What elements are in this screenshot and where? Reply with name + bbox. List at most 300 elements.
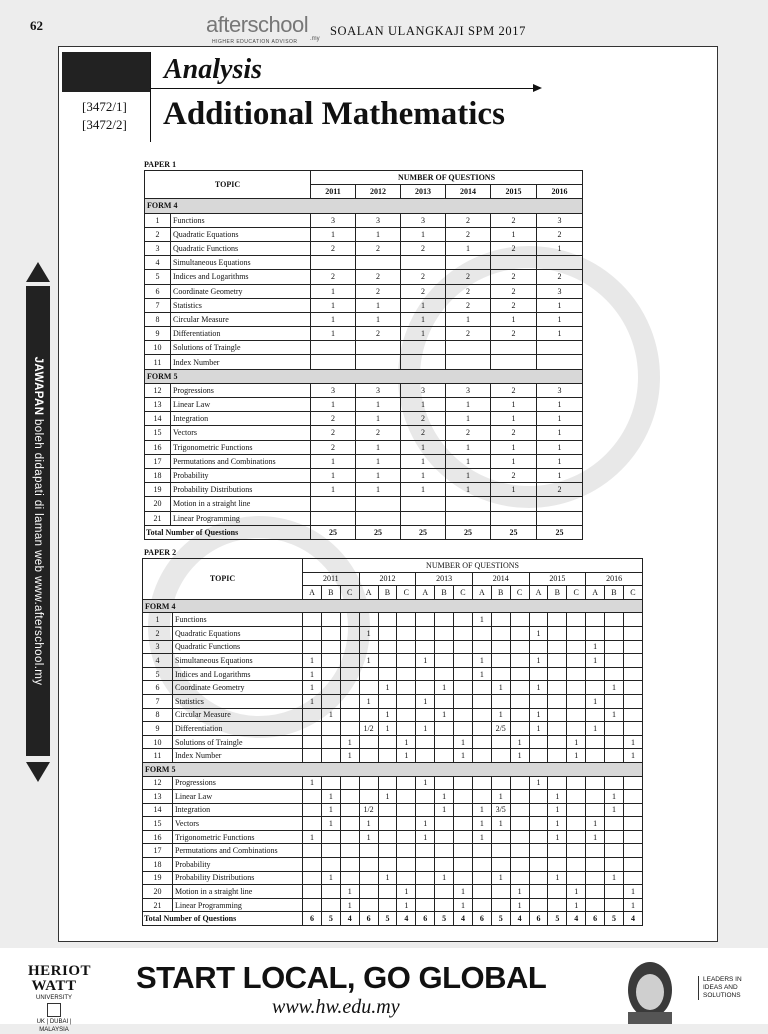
question-count [311, 341, 356, 355]
question-count [397, 654, 416, 668]
total-value: 5 [491, 912, 510, 926]
question-count: 1 [356, 468, 401, 482]
table-row [143, 708, 643, 722]
question-count: 1 [567, 898, 586, 912]
question-count [537, 511, 583, 525]
sidebar-note [26, 286, 50, 756]
total-value: 5 [321, 912, 340, 926]
section-header: C [454, 586, 473, 600]
question-count [397, 667, 416, 681]
question-count: 1 [446, 468, 491, 482]
question-count [321, 626, 340, 640]
question-count: 1 [435, 681, 454, 695]
question-count [359, 790, 378, 804]
question-count [397, 871, 416, 885]
question-count: 1 [340, 898, 359, 912]
table-row [143, 667, 643, 681]
question-count [623, 858, 642, 872]
paper-codes [82, 98, 127, 134]
question-count [491, 694, 510, 708]
question-count: 3 [401, 383, 446, 397]
topic-number: 11 [145, 355, 171, 369]
question-count [529, 735, 548, 749]
year-header: 2015 [529, 572, 586, 586]
question-count: 1 [416, 722, 435, 736]
question-count [435, 817, 454, 831]
form-row [145, 369, 583, 383]
question-count: 1 [303, 667, 322, 681]
question-count [491, 626, 510, 640]
question-count: 1 [567, 885, 586, 899]
number-header: NUMBER OF QUESTIONS [303, 559, 643, 573]
topic-number: 8 [143, 708, 173, 722]
topic-number: 20 [143, 885, 173, 899]
question-count [446, 355, 491, 369]
topic-name: Quadratic Functions [173, 640, 303, 654]
topic-name: Probability Distributions [173, 871, 303, 885]
question-count: 1 [359, 817, 378, 831]
paper-code-2: [3472/2] [82, 117, 127, 132]
table-row [145, 256, 583, 270]
table-row [145, 468, 583, 482]
question-count [454, 817, 473, 831]
question-count [491, 830, 510, 844]
question-count: 1 [491, 312, 537, 326]
topic-name: Statistics [171, 298, 311, 312]
question-count: 1 [529, 681, 548, 695]
section-header: C [340, 586, 359, 600]
question-count [435, 667, 454, 681]
question-count [397, 830, 416, 844]
total-value: 6 [416, 912, 435, 926]
question-count: 1 [321, 817, 340, 831]
question-count: 1 [537, 327, 583, 341]
question-count [397, 640, 416, 654]
question-count: 1 [537, 468, 583, 482]
total-value: 25 [537, 525, 583, 539]
section-header: C [567, 586, 586, 600]
question-count [356, 355, 401, 369]
question-count: 1 [435, 803, 454, 817]
year-header: 2016 [586, 572, 643, 586]
question-count: 1 [446, 412, 491, 426]
question-count [586, 803, 605, 817]
question-count [586, 613, 605, 627]
table-row [143, 654, 643, 668]
question-count: 1 [416, 694, 435, 708]
topic-name: Probability [171, 468, 311, 482]
topic-number: 12 [143, 776, 173, 790]
year-header: 2013 [401, 185, 446, 199]
question-count [378, 885, 397, 899]
question-count: 1 [401, 398, 446, 412]
question-count: 2 [446, 284, 491, 298]
table-row [145, 412, 583, 426]
section-header: A [359, 586, 378, 600]
question-count [321, 885, 340, 899]
question-count: 1 [311, 312, 356, 326]
topic-name: Motion in a straight line [173, 885, 303, 899]
question-count: 1 [567, 735, 586, 749]
question-count [321, 898, 340, 912]
question-count: 2 [537, 227, 583, 241]
question-count [491, 885, 510, 899]
question-count [435, 858, 454, 872]
question-count [586, 776, 605, 790]
question-count: 1 [454, 885, 473, 899]
question-count: 1 [303, 830, 322, 844]
question-count [567, 613, 586, 627]
question-count: 1 [359, 654, 378, 668]
table-row [145, 483, 583, 497]
question-count [378, 830, 397, 844]
question-count [623, 681, 642, 695]
question-count [340, 858, 359, 872]
topic-number: 11 [143, 749, 173, 763]
topic-name: Simultaneous Equations [171, 256, 311, 270]
question-count [435, 776, 454, 790]
question-count [416, 667, 435, 681]
question-count [359, 885, 378, 899]
afterschool-logo [206, 12, 318, 46]
table-row [143, 626, 643, 640]
question-count [605, 667, 624, 681]
question-count [605, 776, 624, 790]
question-count: 1 [548, 803, 567, 817]
question-count [340, 681, 359, 695]
question-count: 1 [311, 298, 356, 312]
question-count [548, 885, 567, 899]
question-count: 2 [446, 213, 491, 227]
question-count [472, 681, 491, 695]
question-count [510, 817, 529, 831]
total-value: 6 [359, 912, 378, 926]
question-count [435, 735, 454, 749]
question-count: 2 [491, 426, 537, 440]
question-count: 1 [311, 227, 356, 241]
question-count [529, 898, 548, 912]
question-count: 1 [529, 708, 548, 722]
question-count [586, 790, 605, 804]
question-count [491, 341, 537, 355]
table-row [145, 355, 583, 369]
year-header: 2014 [446, 185, 491, 199]
section-header: C [623, 586, 642, 600]
question-count: 2 [311, 412, 356, 426]
question-count [548, 681, 567, 695]
question-count [454, 776, 473, 790]
question-count [567, 803, 586, 817]
topic-number: 16 [143, 830, 173, 844]
question-count [605, 722, 624, 736]
topic-number: 10 [143, 735, 173, 749]
question-count [311, 497, 356, 511]
question-count [340, 722, 359, 736]
question-count: 2 [401, 284, 446, 298]
question-count: 1 [605, 681, 624, 695]
topic-name: Index Number [171, 355, 311, 369]
question-count [416, 708, 435, 722]
question-count [356, 511, 401, 525]
question-count: 1 [491, 398, 537, 412]
total-value: 25 [311, 525, 356, 539]
topic-name: Quadratic Functions [171, 241, 311, 255]
question-count: 1 [356, 454, 401, 468]
topic-name: Linear Law [171, 398, 311, 412]
form-label: FORM 5 [145, 369, 583, 383]
question-count [567, 858, 586, 872]
question-count [605, 735, 624, 749]
question-count [359, 858, 378, 872]
question-count [321, 776, 340, 790]
question-count: 1 [321, 803, 340, 817]
question-count [340, 613, 359, 627]
question-count [605, 858, 624, 872]
question-count: 3 [537, 383, 583, 397]
topic-name: Linear Programming [173, 898, 303, 912]
question-count [491, 776, 510, 790]
question-count [605, 613, 624, 627]
heriot-watt-logo [28, 963, 92, 1034]
table-row [145, 341, 583, 355]
question-count: 1 [623, 749, 642, 763]
topic-header: TOPIC [145, 171, 311, 199]
question-count [359, 776, 378, 790]
topic-name: Differentiation [173, 722, 303, 736]
question-count [623, 626, 642, 640]
question-count [340, 871, 359, 885]
question-count [435, 640, 454, 654]
question-count [586, 667, 605, 681]
hw-line1: HERIOT [28, 963, 92, 979]
question-count: 3 [537, 213, 583, 227]
question-count [623, 613, 642, 627]
question-count [397, 708, 416, 722]
question-count: 1 [537, 440, 583, 454]
topic-number: 8 [145, 312, 171, 326]
table-row [143, 844, 643, 858]
question-count [303, 871, 322, 885]
question-count: 1 [356, 312, 401, 326]
question-count [340, 654, 359, 668]
topic-number: 10 [145, 341, 171, 355]
sidebar-bold: JAWAPAN [32, 356, 44, 416]
heading-arrow-line [150, 88, 535, 89]
question-count: 1 [303, 694, 322, 708]
question-count [586, 708, 605, 722]
question-count: 2 [491, 270, 537, 284]
question-count [416, 858, 435, 872]
total-value: 5 [435, 912, 454, 926]
year-header: 2016 [537, 185, 583, 199]
question-count: 1 [416, 776, 435, 790]
question-count: 1 [529, 626, 548, 640]
question-count [623, 830, 642, 844]
question-count: 2 [401, 270, 446, 284]
question-count [397, 790, 416, 804]
question-count [340, 844, 359, 858]
section-header: A [472, 586, 491, 600]
question-count: 1 [321, 871, 340, 885]
question-count: 1 [623, 735, 642, 749]
question-count: 1 [586, 654, 605, 668]
question-count: 1 [416, 830, 435, 844]
question-count [397, 613, 416, 627]
question-count [340, 776, 359, 790]
question-count [472, 749, 491, 763]
topic-number: 15 [145, 426, 171, 440]
question-count [491, 256, 537, 270]
question-count [510, 858, 529, 872]
question-count: 2 [491, 327, 537, 341]
topic-name: Coordinate Geometry [173, 681, 303, 695]
question-count [416, 749, 435, 763]
question-count [397, 858, 416, 872]
question-count [510, 613, 529, 627]
question-count [529, 858, 548, 872]
question-count [454, 613, 473, 627]
question-count: 1 [446, 398, 491, 412]
question-count: 1 [356, 412, 401, 426]
question-count [454, 694, 473, 708]
section-header: B [378, 586, 397, 600]
question-count: 1 [454, 749, 473, 763]
arrow-right-icon [533, 84, 542, 92]
question-count [567, 790, 586, 804]
paper-code-1: [3472/1] [82, 99, 127, 114]
question-count: 1 [435, 790, 454, 804]
question-count: 1 [491, 227, 537, 241]
question-count: 1 [537, 241, 583, 255]
topic-header: TOPIC [143, 559, 303, 600]
question-count [472, 858, 491, 872]
question-count [472, 885, 491, 899]
question-count [605, 654, 624, 668]
year-header: 2012 [359, 572, 416, 586]
question-count [491, 667, 510, 681]
question-count [548, 667, 567, 681]
question-count [491, 844, 510, 858]
table-row [145, 213, 583, 227]
year-header: 2011 [311, 185, 356, 199]
question-count: 1 [356, 227, 401, 241]
question-count [623, 817, 642, 831]
question-count [401, 355, 446, 369]
question-count [491, 735, 510, 749]
question-count [472, 776, 491, 790]
question-count: 1 [446, 483, 491, 497]
question-count: 1 [311, 483, 356, 497]
question-count: 2 [446, 298, 491, 312]
tagline-1: LEADERS IN [703, 976, 742, 983]
topic-number: 21 [145, 511, 171, 525]
question-count [378, 858, 397, 872]
question-count [378, 735, 397, 749]
question-count: 1 [586, 694, 605, 708]
question-count [378, 667, 397, 681]
hw-line4: UK | DUBAI | MALAYSIA [36, 1019, 72, 1033]
question-count: 1 [529, 776, 548, 790]
question-count [567, 830, 586, 844]
question-count [472, 708, 491, 722]
topic-name: Quadratic Equations [173, 626, 303, 640]
question-count: 2 [491, 213, 537, 227]
question-count [416, 803, 435, 817]
topic-number: 18 [143, 858, 173, 872]
question-count [416, 898, 435, 912]
topic-number: 19 [145, 483, 171, 497]
question-count [378, 654, 397, 668]
topic-name: Trigonometric Functions [173, 830, 303, 844]
table-row [143, 681, 643, 695]
topic-number: 14 [145, 412, 171, 426]
question-count: 1 [356, 483, 401, 497]
question-count [623, 640, 642, 654]
question-count [491, 497, 537, 511]
question-count [567, 681, 586, 695]
question-count: 1 [340, 749, 359, 763]
question-count: 2 [446, 270, 491, 284]
question-count: 1 [446, 312, 491, 326]
topic-number: 1 [145, 213, 171, 227]
question-count: 1 [303, 654, 322, 668]
question-count [586, 898, 605, 912]
question-count: 1 [454, 898, 473, 912]
question-count [340, 708, 359, 722]
question-count [340, 790, 359, 804]
question-count: 1 [548, 790, 567, 804]
question-count [416, 790, 435, 804]
question-count: 1 [491, 790, 510, 804]
question-count [491, 640, 510, 654]
question-count [605, 885, 624, 899]
question-count [401, 256, 446, 270]
question-count [529, 803, 548, 817]
question-count [435, 749, 454, 763]
section-header: B [435, 586, 454, 600]
topic-number: 2 [143, 626, 173, 640]
question-count [529, 640, 548, 654]
question-count [510, 830, 529, 844]
question-count [416, 626, 435, 640]
question-count: 1 [397, 898, 416, 912]
question-count [303, 844, 322, 858]
question-count [454, 858, 473, 872]
question-count: 1 [491, 483, 537, 497]
question-count [510, 803, 529, 817]
question-count [510, 844, 529, 858]
student-portrait [610, 950, 690, 1024]
question-count [529, 844, 548, 858]
total-label: Total Number of Questions [143, 912, 303, 926]
question-count [567, 654, 586, 668]
question-count: 1 [303, 776, 322, 790]
triangle-up-icon [26, 262, 50, 282]
question-count [472, 722, 491, 736]
section-header: C [510, 586, 529, 600]
question-count [472, 640, 491, 654]
question-count [623, 803, 642, 817]
question-count [321, 830, 340, 844]
footer-url[interactable]: www.hw.edu.my [272, 996, 400, 1018]
question-count [359, 681, 378, 695]
topic-name: Functions [171, 213, 311, 227]
question-count: 1 [401, 227, 446, 241]
question-count: 2 [537, 483, 583, 497]
table-row [145, 440, 583, 454]
question-count [548, 858, 567, 872]
question-count [472, 790, 491, 804]
